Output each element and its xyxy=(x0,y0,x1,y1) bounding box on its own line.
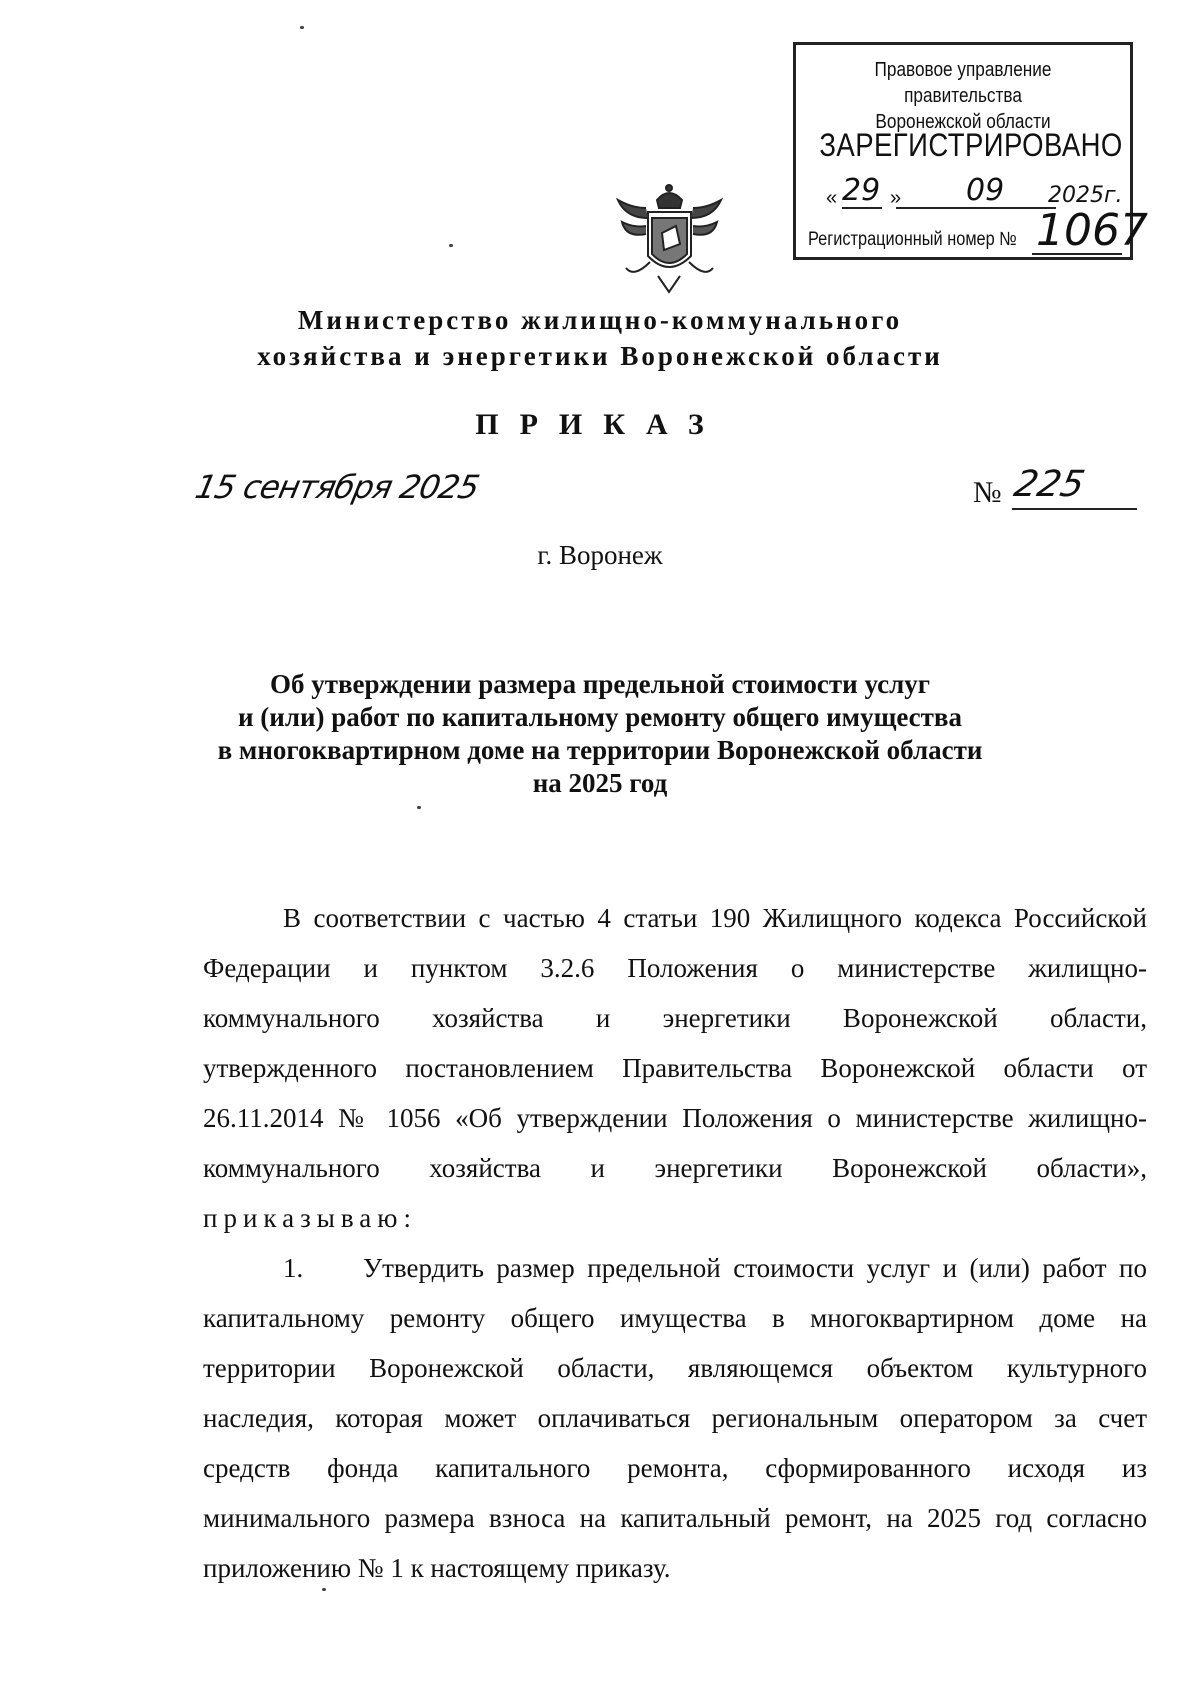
stamp-day-underline xyxy=(842,207,882,209)
preamble-order-word: приказываю: xyxy=(203,1203,417,1233)
document-type-title: ПРИКАЗ xyxy=(475,408,725,441)
scan-speck xyxy=(322,1588,326,1591)
preamble-line: утвержденного постановлением Правительства Воронежской области от xyxy=(203,1053,1147,1083)
preamble-line: В соответствии с частью 4 статьи 190 Жилищного кодекса Российской xyxy=(283,903,1147,933)
item-1-paragraph xyxy=(203,1243,1147,1593)
registration-stamp xyxy=(793,42,1148,260)
stamp-date-day: 29 xyxy=(842,173,881,208)
item-1-line: приложению № 1 к настоящему приказу. xyxy=(203,1553,671,1583)
stamp-organization xyxy=(819,57,1106,135)
preamble-line: коммунального хозяйства и энергетики Воронежской области, xyxy=(203,1003,1147,1033)
stamp-reg-number-label: Регистрационный номер № xyxy=(808,229,1017,250)
preamble-paragraph xyxy=(203,893,1147,1243)
item-1-line: средств фонда капитального ремонта, сформированного исходя из xyxy=(203,1453,1147,1483)
subject-line2: и (или) работ по капитальному ремонту общего имущества xyxy=(237,702,963,732)
preamble-line: коммунального хозяйства и энергетики Воронежской области», xyxy=(203,1153,1147,1183)
order-number-label: № xyxy=(973,476,1002,509)
subject-line4: на 2025 год xyxy=(532,768,668,798)
item-1-line: территории Воронежской области, являющемся объектом культурного xyxy=(203,1353,1147,1383)
stamp-org-line2: Воронежской области xyxy=(875,111,1051,133)
stamp-registered-label: ЗАРЕГИСТРИРОВАНО xyxy=(819,127,1123,163)
order-subject xyxy=(0,668,1200,800)
document-body xyxy=(203,893,1147,1593)
stamp-quote-open: « xyxy=(826,187,838,209)
item-1-line: капитальному ремонту общего имущества в многоквартирном доме на xyxy=(203,1303,1147,1333)
item-1-line: наследия, которая может оплачиваться региональным оператором за счет xyxy=(203,1403,1147,1433)
subject-line1: Об утверждении размера предельной стоимости услуг xyxy=(269,669,931,699)
item-1-line: Утвердить размер предельной стоимости услуг и (или) работ по xyxy=(363,1253,1147,1283)
stamp-reg-number: 1067 xyxy=(1036,205,1148,256)
stamp-date-month: 09 xyxy=(966,173,1005,208)
stamp-date-year: 2025г. xyxy=(1048,183,1123,208)
stamp-number-underline xyxy=(1032,253,1122,255)
handwritten-date: 15 сентября 2025 xyxy=(191,468,482,506)
ministry-name xyxy=(0,302,1200,374)
item-1-number: 1. xyxy=(283,1253,304,1283)
subject-line3: в многоквартирном доме на территории Воронежской области xyxy=(217,735,983,765)
ministry-line1: Министерство жилищно-коммунального xyxy=(297,305,903,335)
city: г. Воронеж xyxy=(537,540,663,570)
stamp-month-underline xyxy=(896,207,1016,209)
item-1-line: минимального размера взноса на капитальный ремонт, на 2025 год согласно xyxy=(203,1503,1147,1533)
preamble-line: Федерации и пунктом 3.2.6 Положения о министерстве жилищно- xyxy=(203,953,1147,983)
scan-speck xyxy=(417,806,421,809)
scan-speck xyxy=(300,26,304,29)
stamp-org-line1: Правовое управление правительства xyxy=(874,59,1052,107)
handwritten-order-number: 225 xyxy=(1010,464,1089,505)
coat-of-arms-icon xyxy=(612,178,727,296)
order-number-underline xyxy=(1012,508,1137,510)
item-1-first-line xyxy=(203,1243,1147,1293)
preamble-line: 26.11.2014 № 1056 «Об утверждении Положения о министерстве жилищно- xyxy=(203,1103,1147,1133)
ministry-line2: хозяйства и энергетики Воронежской области xyxy=(257,341,943,371)
scan-speck xyxy=(449,244,453,247)
stamp-quote-close: » xyxy=(890,187,902,209)
